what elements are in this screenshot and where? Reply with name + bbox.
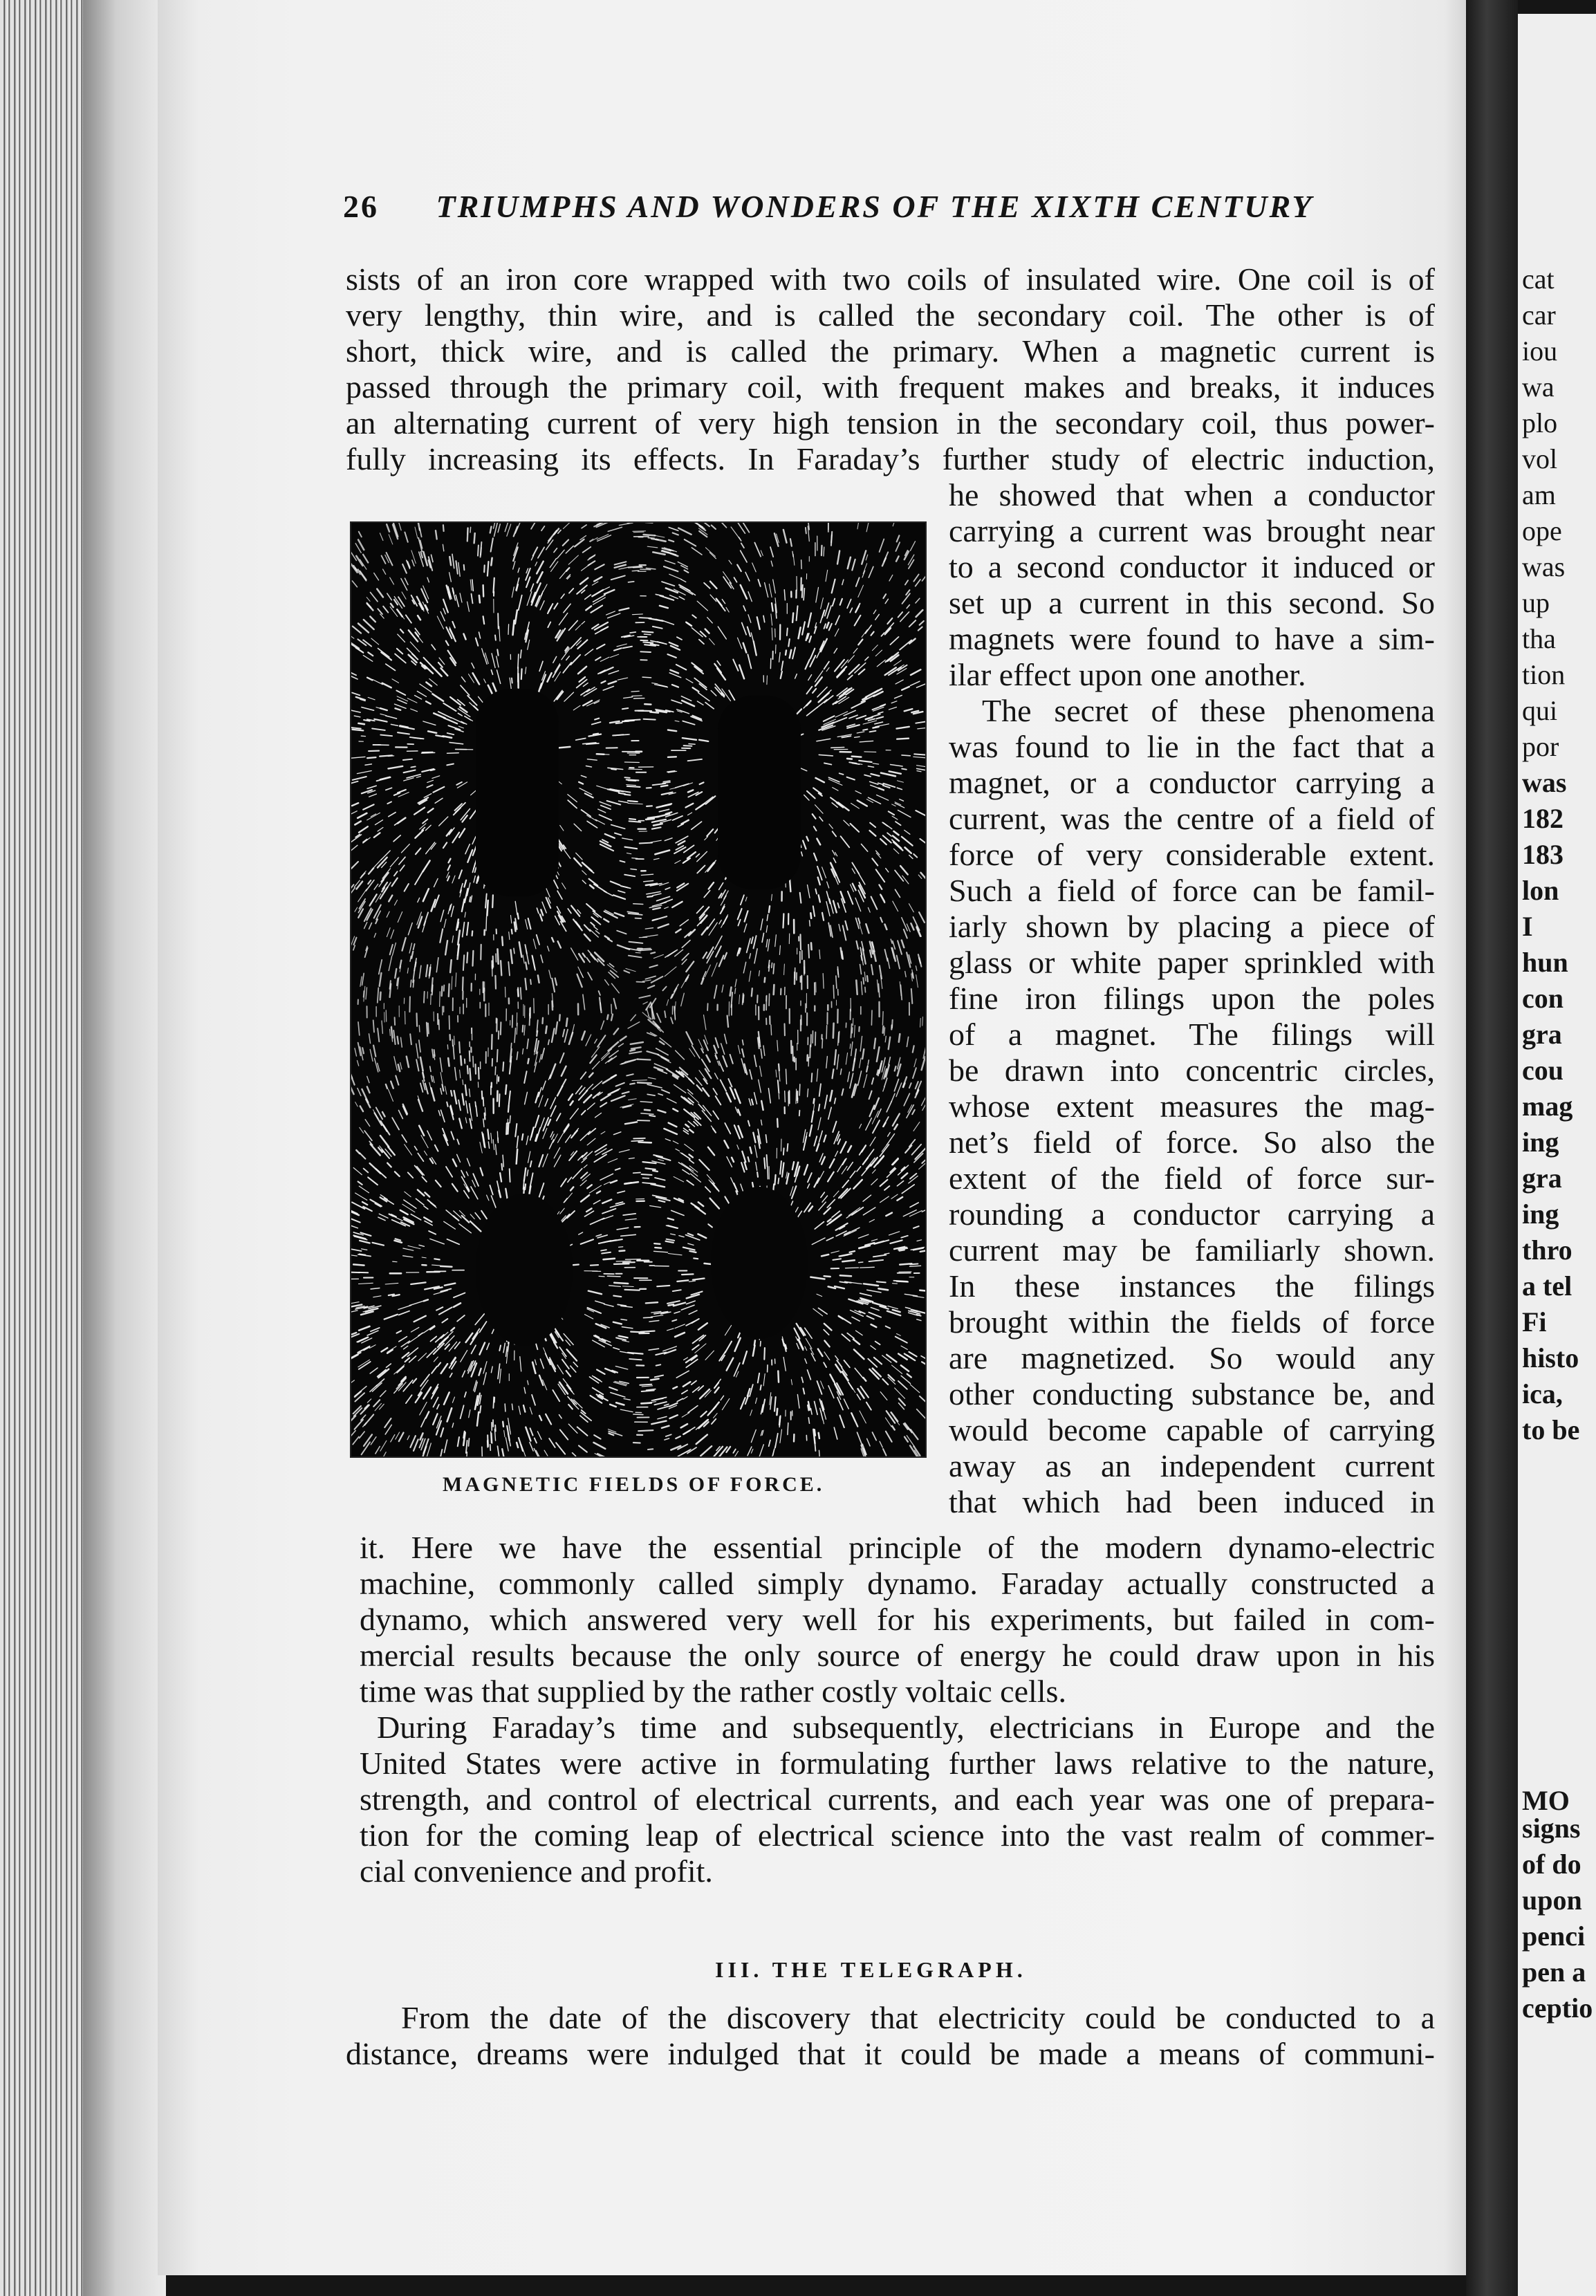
text-line: it. Here we have the essential principle of the modern dynamo-electric	[360, 1530, 1435, 1565]
adjacent-page-text: ing	[1522, 1198, 1559, 1230]
adjacent-page-text: hun	[1522, 947, 1568, 978]
adjacent-page-text: 182	[1522, 803, 1563, 834]
adjacent-page-text: MO	[1522, 1785, 1570, 1816]
magnet-pole	[476, 689, 559, 896]
text-line: whose extent measures the mag-	[949, 1089, 1435, 1124]
adjacent-page-text: tion	[1522, 659, 1566, 690]
text-line: extent of the field of force sur-	[949, 1160, 1435, 1196]
text-line: passed through the primary coil, with frequent makes and breaks, it induces	[346, 369, 1435, 405]
text-line: of a magnet. The filings will	[949, 1017, 1435, 1052]
text-line: iarly shown by placing a piece of	[949, 909, 1435, 944]
text-line: During Faraday’s time and subsequently, electricians in Europe and the	[377, 1710, 1435, 1745]
adjacent-page-text: am	[1522, 479, 1556, 510]
adjacent-page-text: a tel	[1522, 1270, 1572, 1302]
text-line: other conducting substance be, and	[949, 1376, 1435, 1411]
adjacent-page-text: ing	[1522, 1127, 1559, 1158]
text-line: that which had been induced in	[949, 1484, 1435, 1519]
text-line: an alternating current of very high tension in the secondary coil, thus power-	[346, 405, 1435, 441]
text-line: machine, commonly called simply dynamo. Faraday actually constructed a	[360, 1566, 1435, 1601]
adjacent-page-text: ceptio	[1522, 1992, 1593, 2024]
text-line: set up a current in this second. So	[949, 585, 1435, 620]
adjacent-page-text: histo	[1522, 1342, 1579, 1373]
adjacent-page-text: por	[1522, 731, 1559, 762]
text-line: In these instances the filings	[949, 1268, 1435, 1304]
adjacent-page-text: signs	[1522, 1813, 1581, 1844]
adjacent-page-text: upon	[1522, 1885, 1582, 1916]
text-line: strength, and control of electrical currents, and each year was one of prepara-	[360, 1781, 1435, 1817]
text-line: time was that supplied by the rather costly voltaic cells.	[360, 1674, 1066, 1709]
text-line: cial convenience and profit.	[360, 1853, 713, 1889]
text-line: be drawn into concentric circles,	[949, 1053, 1435, 1088]
text-line: tion for the coming leap of electrical science into the vast realm of commer-	[360, 1817, 1435, 1853]
adjacent-page-text: penci	[1522, 1920, 1586, 1952]
magnet-pole	[718, 696, 801, 889]
text-line: distance, dreams were indulged that it could be made a means of communi-	[346, 2036, 1435, 2071]
text-line: rounding a conductor carrying a	[949, 1196, 1435, 1232]
text-line: away as an independent current	[949, 1448, 1435, 1483]
text-line: current, was the centre of a field of	[949, 801, 1435, 836]
adjacent-page-text: tha	[1522, 623, 1556, 654]
text-line: magnet, or a conductor carrying a	[949, 765, 1435, 800]
text-line: magnets were found to have a sim-	[949, 621, 1435, 656]
text-line: short, thick wire, and is called the primary. When a magnetic current is	[346, 333, 1435, 369]
adjacent-page-text: mag	[1522, 1091, 1573, 1122]
adjacent-page-text: vol	[1522, 443, 1558, 474]
adjacent-page-text: ica,	[1522, 1378, 1563, 1409]
text-line: to a second conductor it induced or	[949, 549, 1435, 584]
adjacent-page-fragment	[1518, 14, 1596, 2296]
magnet-pole	[476, 1194, 573, 1346]
adjacent-page-text: wa	[1522, 371, 1555, 402]
adjacent-page-text: gra	[1522, 1163, 1562, 1194]
adjacent-page-text: qui	[1522, 695, 1558, 726]
page-header	[343, 188, 1339, 225]
text-line: force of very considerable extent.	[949, 837, 1435, 872]
adjacent-page-text: cat	[1522, 263, 1555, 295]
text-line: sists of an iron core wrapped with two coils of insulated wire. One coil is of	[346, 261, 1435, 297]
magnet-pole	[711, 1187, 808, 1339]
page-number: 26	[343, 189, 379, 224]
text-line: mercial results because the only source of energy he could draw upon in his	[360, 1638, 1435, 1673]
section-heading: III. THE TELEGRAPH.	[715, 1957, 1027, 1982]
adjacent-page-text: iou	[1522, 335, 1558, 367]
iron-filings-image	[351, 523, 925, 1456]
adjacent-page-text: cou	[1522, 1055, 1563, 1086]
adjacent-page-text: up	[1522, 587, 1550, 618]
adjacent-page-text: plo	[1522, 407, 1558, 438]
text-line: fine iron filings upon the poles	[949, 981, 1435, 1016]
text-line: was found to lie in the fact that a	[949, 729, 1435, 764]
text-line: carrying a current was brought near	[949, 513, 1435, 548]
adjacent-page-text: I	[1522, 911, 1533, 942]
magnetic-field-figure	[351, 523, 925, 1456]
text-line: United States were active in formulating further laws relative to the nature,	[360, 1746, 1435, 1781]
adjacent-page-text: 183	[1522, 839, 1563, 870]
text-line: very lengthy, thin wire, and is called the secondary coil. The other is of	[346, 297, 1435, 333]
adjacent-page-text: pen a	[1522, 1956, 1586, 1988]
text-line: net’s field of force. So also the	[949, 1124, 1435, 1160]
adjacent-page-text: lon	[1522, 875, 1559, 906]
text-line: Such a field of force can be famil-	[949, 873, 1435, 908]
text-line: From the date of the discovery that electricity could be conducted to a	[401, 2000, 1435, 2035]
book-gutter	[1466, 0, 1518, 2296]
adjacent-page-text: ope	[1522, 515, 1562, 546]
text-line: dynamo, which answered very well for his experiments, but failed in com-	[360, 1602, 1435, 1637]
adjacent-page-text: thro	[1522, 1234, 1572, 1266]
book-edge-pages	[0, 0, 83, 2296]
adjacent-page-text: con	[1522, 983, 1563, 1014]
page-edge-shadow	[83, 0, 166, 2296]
adjacent-page-text: gra	[1522, 1019, 1562, 1050]
text-line: fully increasing its effects. In Faraday’s further study of electric induction,	[346, 441, 1435, 476]
text-line: are magnetized. So would any	[949, 1340, 1435, 1376]
adjacent-page-text: of do	[1522, 1849, 1581, 1880]
running-title: TRIUMPHS AND WONDERS OF THE XIXTH CENTURY	[436, 189, 1314, 224]
text-line: current may be familiarly shown.	[949, 1232, 1435, 1268]
text-line: would become capable of carrying	[949, 1412, 1435, 1447]
figure-caption: MAGNETIC FIELDS OF FORCE.	[443, 1473, 825, 1496]
adjacent-page-text: Fi	[1522, 1306, 1547, 1337]
text-line: ilar effect upon one another.	[949, 657, 1306, 692]
text-line: he showed that when a conductor	[949, 477, 1435, 512]
adjacent-page-text: was	[1522, 767, 1567, 798]
text-line: glass or white paper sprinkled with	[949, 945, 1435, 980]
adjacent-page-text: to be	[1522, 1414, 1580, 1445]
adjacent-page-text: car	[1522, 299, 1556, 331]
text-line: The secret of these phenomena	[982, 693, 1435, 728]
text-line: brought within the fields of force	[949, 1304, 1435, 1340]
adjacent-page-text: was	[1522, 551, 1566, 582]
